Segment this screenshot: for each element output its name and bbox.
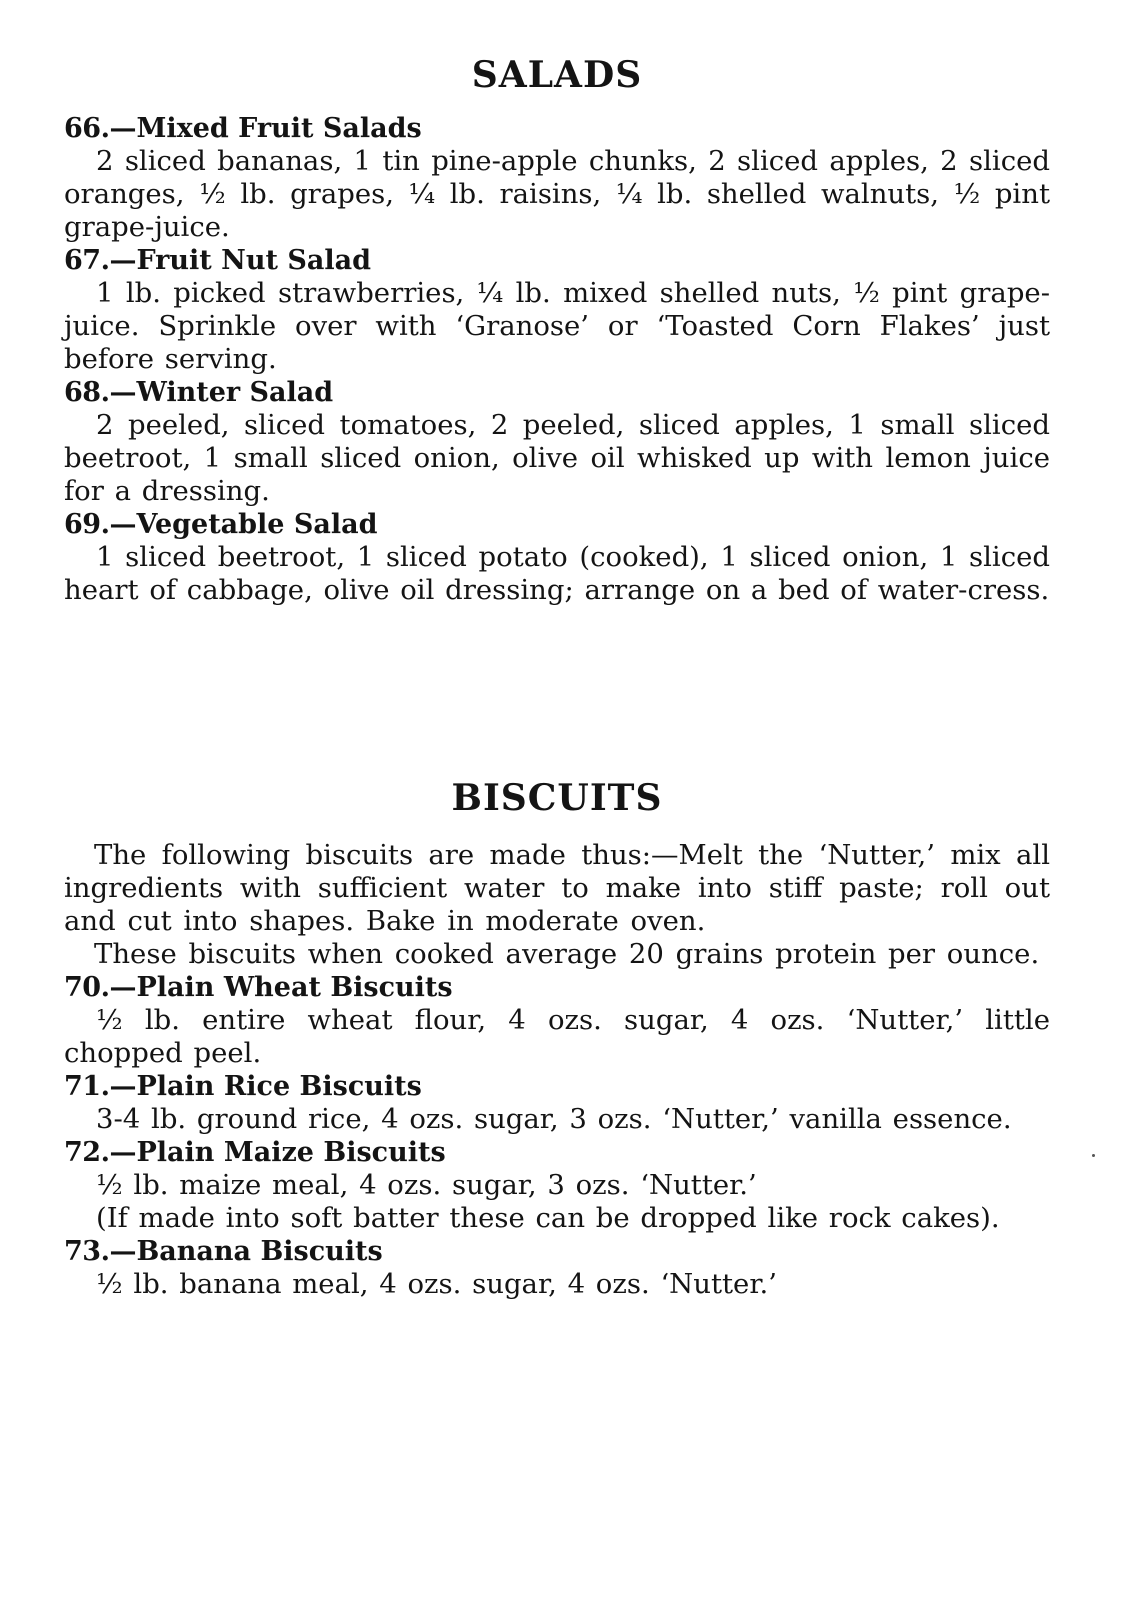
recipe-number: 72.	[64, 1137, 110, 1168]
recipe-heading: 68.—Winter Salad	[64, 377, 334, 408]
recipe-name: Fruit Nut Salad	[136, 245, 371, 276]
recipe-70	[64, 971, 1050, 1070]
recipe-body: 2 peeled, sliced tomatoes, 2 peeled, sliced apples, 1 small sliced beetroot, 1 small sliced onion, olive oil whisked up with lemon juice for a dressing.	[64, 409, 1050, 507]
recipe-name: Mixed Fruit Salads	[136, 113, 422, 144]
recipe-number: 71.	[64, 1071, 110, 1102]
recipe-name: Plain Wheat Biscuits	[136, 972, 453, 1003]
recipe-72	[64, 1136, 1050, 1235]
recipe-body: ½ lb. maize meal, 4 ozs. sugar, 3 ozs. ‘Nutter.’	[96, 1169, 757, 1201]
recipe-number: 66.	[64, 113, 110, 144]
recipe-heading: 70.—Plain Wheat Biscuits	[64, 972, 453, 1003]
recipe-69	[64, 508, 1050, 607]
recipe-body: 3-4 lb. ground rice, 4 ozs. sugar, 3 ozs. ‘Nutter,’ vanilla essence.	[96, 1103, 1012, 1135]
recipe-heading: 67.—Fruit Nut Salad	[64, 245, 371, 276]
biscuits-title: BISCUITS	[451, 777, 663, 819]
recipe-body: 1 lb. picked strawberries, ¼ lb. mixed shelled nuts, ½ pint grape-juice. Sprinkle over with ‘Granose’ or ‘Toasted Corn Flakes’ just before serving.	[64, 277, 1050, 375]
recipe-number: 73.	[64, 1236, 110, 1267]
recipe-name: Plain Rice Biscuits	[136, 1071, 422, 1102]
recipe-number: 67.	[64, 245, 110, 276]
recipe-name: Vegetable Salad	[136, 509, 378, 540]
recipe-73	[64, 1235, 1050, 1301]
salads-title: SALADS	[471, 54, 643, 96]
recipe-66	[64, 112, 1050, 244]
recipe-heading: 71.—Plain Rice Biscuits	[64, 1071, 422, 1102]
recipe-heading: 73.—Banana Biscuits	[64, 1236, 383, 1267]
recipe-name: Plain Maize Biscuits	[136, 1137, 446, 1168]
recipe-body: ½ lb. banana meal, 4 ozs. sugar, 4 ozs. ‘Nutter.’	[96, 1268, 777, 1300]
recipe-67	[64, 244, 1050, 376]
recipe-number: 68.	[64, 377, 110, 408]
print-speck	[1092, 1154, 1095, 1157]
recipe-71	[64, 1070, 1050, 1136]
recipe-heading: 72.—Plain Maize Biscuits	[64, 1137, 446, 1168]
biscuits-intro: The following biscuits are made thus:—Melt the ‘Nutter,’ mix all ingredients with sufficient water to make into stiff paste; roll out and cut into shapes. Bake in moderate oven.	[64, 839, 1050, 937]
recipe-body: ½ lb. entire wheat flour, 4 ozs. sugar, 4 ozs. ‘Nutter,’ little chopped peel.	[64, 1004, 1050, 1069]
recipe-heading: 66.—Mixed Fruit Salads	[64, 113, 422, 144]
recipe-name: Winter Salad	[136, 377, 334, 408]
page	[64, 0, 1050, 1301]
recipe-body: 2 sliced bananas, 1 tin pine-apple chunks, 2 sliced apples, 2 sliced oranges, ½ lb. grapes, ¼ lb. raisins, ¼ lb. shelled walnuts, ½ pint grape-juice.	[64, 145, 1050, 243]
recipe-name: Banana Biscuits	[136, 1236, 383, 1267]
recipe-note: (If made into soft batter these can be dropped like rock cakes).	[96, 1202, 1000, 1234]
recipe-number: 69.	[64, 509, 110, 540]
recipe-heading: 69.—Vegetable Salad	[64, 509, 378, 540]
protein-note: These biscuits when cooked average 20 grains protein per ounce.	[94, 938, 1040, 970]
recipe-body: 1 sliced beetroot, 1 sliced potato (cooked), 1 sliced onion, 1 sliced heart of cabbage, olive oil dressing; arrange on a bed of water-cress.	[64, 541, 1050, 606]
recipe-number: 70.	[64, 972, 110, 1003]
recipe-68	[64, 376, 1050, 508]
